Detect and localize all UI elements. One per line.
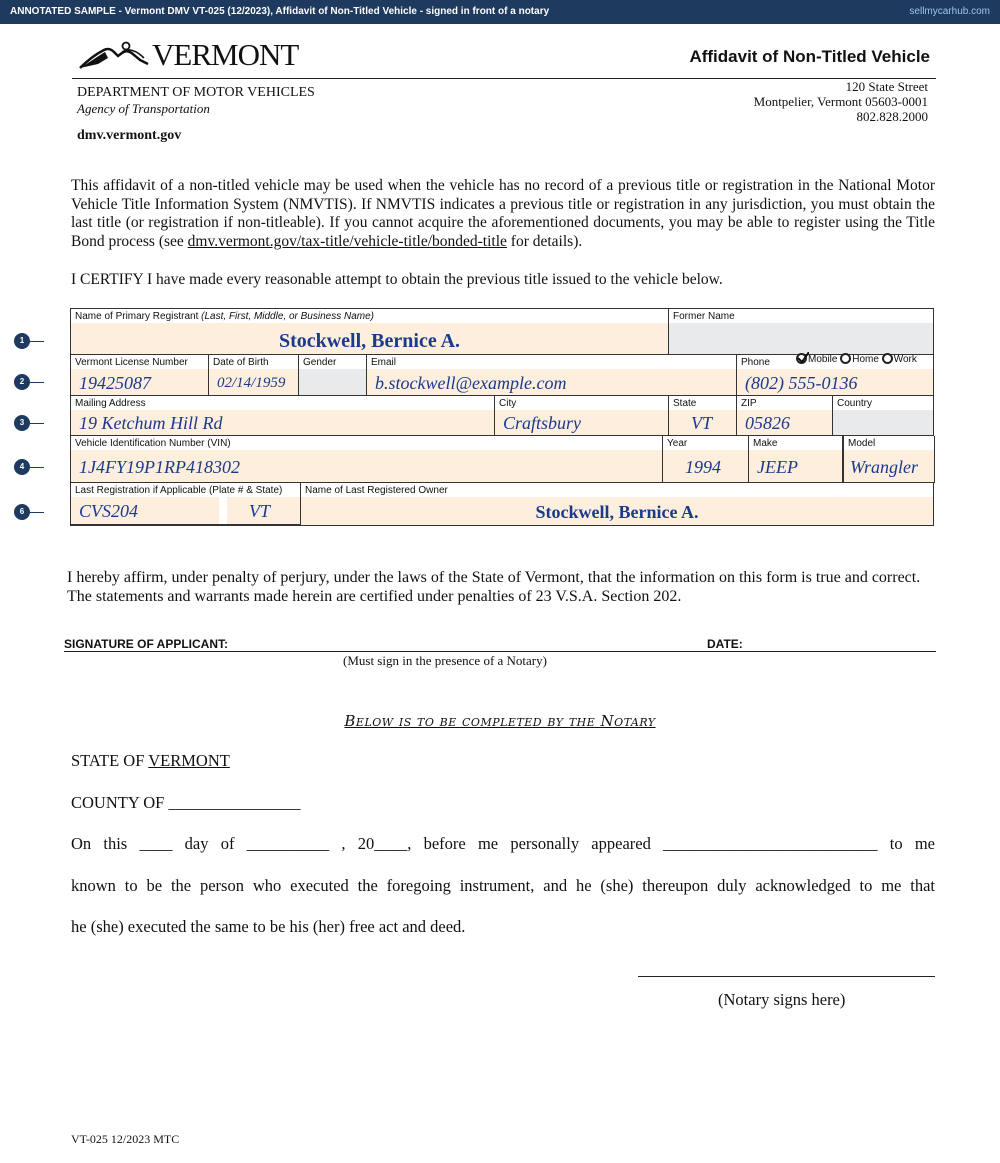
- phone-home-label: Home: [852, 354, 879, 365]
- city-value: Craftsbury: [503, 413, 582, 433]
- country-field[interactable]: [833, 396, 933, 436]
- phone-field[interactable]: [737, 355, 933, 396]
- address-phone: 802.828.2000: [856, 109, 928, 124]
- agency-name: Agency of Transportation: [77, 101, 210, 116]
- notary-heading: [0, 712, 1000, 730]
- last-owner-field[interactable]: [301, 483, 933, 525]
- plate-number-value: CVS204: [79, 501, 139, 521]
- logo-text: VERMONT: [152, 37, 299, 72]
- date-of-birth-label: Date of Birth: [213, 357, 269, 368]
- notary-signs-here: (Notary signs here): [718, 990, 846, 1009]
- date-of-birth-value: 02/14/1959: [217, 375, 286, 391]
- department-name: DEPARTMENT OF MOTOR VEHICLES: [77, 85, 315, 100]
- make-label: Make: [753, 438, 778, 449]
- notary-state-line: [71, 751, 230, 771]
- city-label: City: [499, 398, 517, 409]
- dmv-address: [754, 79, 928, 124]
- signature-note: (Must sign in the presence of a Notary): [343, 653, 547, 668]
- make-value: JEEP: [757, 457, 798, 477]
- gender-field[interactable]: [299, 355, 367, 396]
- annotation-marker-3: 3: [14, 415, 30, 431]
- phone-mobile-label: Mobile: [808, 354, 838, 365]
- vermont-mountain-logo-icon: [78, 40, 152, 72]
- vin-field[interactable]: [71, 436, 663, 483]
- annotation-marker-2: 2: [14, 374, 30, 390]
- license-number-value: 19425087: [79, 373, 151, 393]
- city-field[interactable]: [495, 396, 669, 436]
- last-owner-label: Name of Last Registered Owner: [305, 485, 448, 496]
- state-field[interactable]: [669, 396, 737, 436]
- date-label: DATE:: [707, 637, 743, 651]
- year-label: Year: [667, 438, 688, 449]
- notary-deed-line: he (she) executed the same to be his (her) free act and deed.: [71, 917, 466, 936]
- phone-home-radio-icon[interactable]: [840, 353, 851, 364]
- marker-connector: [30, 512, 44, 513]
- email-label: Email: [371, 357, 397, 368]
- notary-county-line: COUNTY OF ________________: [71, 793, 301, 812]
- phone-work-radio-icon[interactable]: [882, 353, 893, 364]
- date-of-birth-field[interactable]: [209, 355, 299, 396]
- affirmation-statement: I hereby affirm, under penalty of perjury, under the laws of the State of Vermont, that the information on this form is true and correct. The statements and warrants made herein are certified under penalties of 23 V.S.A. Section 202.: [67, 569, 921, 605]
- email-field[interactable]: [367, 355, 737, 396]
- notary-acknowledgement-line: known to be the person who executed the foregoing instrument, and he (she) thereupon duly acknowledged to me that: [71, 876, 935, 895]
- make-field[interactable]: [749, 436, 843, 483]
- zip-value: 05826: [745, 413, 790, 433]
- mailing-address-label: Mailing Address: [75, 398, 146, 409]
- certify-statement: I CERTIFY I have made every reasonable attempt to obtain the previous title issued to the vehicle below.: [71, 271, 723, 288]
- former-name-field[interactable]: [669, 309, 933, 355]
- mailing-address-field[interactable]: [71, 396, 495, 436]
- intro-text: This affidavit of a non-titled vehicle may be used when the vehicle has no record of a previous title or registration in the National Motor Vehicle Title Information System (NMVTIS). If NMVTIS indicates a previous title or registration in any jurisdiction, you must obtain the last title (or registration if non-titleable). If you cannot acquire the aforementioned documents, you may be able to register using the Title Bond process (see: [71, 177, 935, 250]
- annotation-marker-4: 4: [14, 459, 30, 475]
- email-value: b.stockwell@example.com: [375, 373, 567, 393]
- intro-text-end: for details).: [506, 232, 583, 250]
- marker-connector: [30, 341, 44, 342]
- annotation-marker-1: 1: [14, 333, 30, 349]
- form-title: Affidavit of Non-Titled Vehicle: [689, 47, 930, 66]
- address-city: Montpelier, Vermont 05603-0001: [753, 94, 928, 109]
- last-registration-label: Last Registration if Applicable (Plate # & State): [75, 485, 283, 496]
- notary-heading-text: Below is to be completed by the Notary: [344, 712, 656, 730]
- mailing-address-value: 19 Ketchum Hill Rd: [79, 413, 223, 433]
- zip-label: ZIP: [741, 398, 757, 409]
- last-registration-field[interactable]: [71, 483, 301, 525]
- state-value: VT: [691, 413, 713, 433]
- applicant-form: [70, 308, 934, 526]
- model-field[interactable]: [843, 436, 935, 483]
- phone-value: (802) 555-0136: [745, 373, 858, 393]
- phone-work-label: Work: [893, 354, 917, 365]
- marker-connector: [30, 467, 44, 468]
- gender-label: Gender: [303, 357, 337, 368]
- plate-state-separator: [219, 497, 227, 524]
- vin-value: 1J4FY19P1RP418302: [79, 457, 240, 477]
- signature-line[interactable]: [64, 651, 936, 652]
- dmv-website: dmv.vermont.gov: [77, 128, 182, 143]
- primary-registrant-hint: (Last, First, Middle, or Business Name): [201, 311, 374, 322]
- annotation-marker-6: 6: [14, 504, 30, 520]
- last-owner-value: Stockwell, Bernice A.: [535, 502, 699, 522]
- primary-registrant-field[interactable]: [71, 309, 669, 355]
- phone-label: Phone: [741, 357, 770, 368]
- vin-label: Vehicle Identification Number (VIN): [75, 438, 231, 449]
- country-label: Country: [837, 398, 873, 409]
- marker-connector: [30, 382, 44, 383]
- notary-state-prefix: STATE OF: [71, 751, 149, 770]
- banner-site-link[interactable]: sellmycarhub.com: [909, 6, 990, 17]
- phone-type-options: [796, 353, 917, 365]
- state-label: State: [673, 398, 697, 409]
- banner-title: ANNOTATED SAMPLE - Vermont DMV VT-025 (12/2023), Affidavit of Non-Titled Vehicle - signed in front of a notary: [10, 6, 550, 17]
- former-name-label: Former Name: [673, 311, 735, 322]
- intro-paragraph: [71, 177, 935, 251]
- zip-field[interactable]: [737, 396, 833, 436]
- year-field[interactable]: [663, 436, 749, 483]
- plate-state-value: VT: [249, 501, 271, 521]
- signature-label: SIGNATURE OF APPLICANT:: [64, 637, 228, 651]
- marker-connector: [30, 423, 44, 424]
- primary-registrant-label: Name of Primary Registrant: [75, 311, 199, 322]
- notary-signature-line[interactable]: [638, 976, 935, 977]
- license-number-field[interactable]: [71, 355, 209, 396]
- model-value: Wrangler: [850, 457, 919, 477]
- form-code: VT-025 12/2023 MTC: [71, 1132, 180, 1146]
- sample-banner: [0, 0, 1000, 24]
- bonded-title-link[interactable]: dmv.vermont.gov/tax-title/vehicle-title/bonded-title: [187, 232, 507, 250]
- primary-registrant-value: Stockwell, Bernice A.: [278, 330, 461, 352]
- phone-mobile-radio-checked-icon[interactable]: [796, 353, 807, 364]
- address-street: 120 State Street: [845, 79, 928, 94]
- year-value: 1994: [685, 457, 721, 477]
- model-label: Model: [848, 438, 876, 449]
- license-number-label: Vermont License Number: [75, 357, 188, 368]
- notary-state-value: VERMONT: [148, 751, 230, 770]
- notary-appearance-line: On this ____ day of __________ , 20____, before me personally appeared __________________________ to me: [71, 834, 935, 853]
